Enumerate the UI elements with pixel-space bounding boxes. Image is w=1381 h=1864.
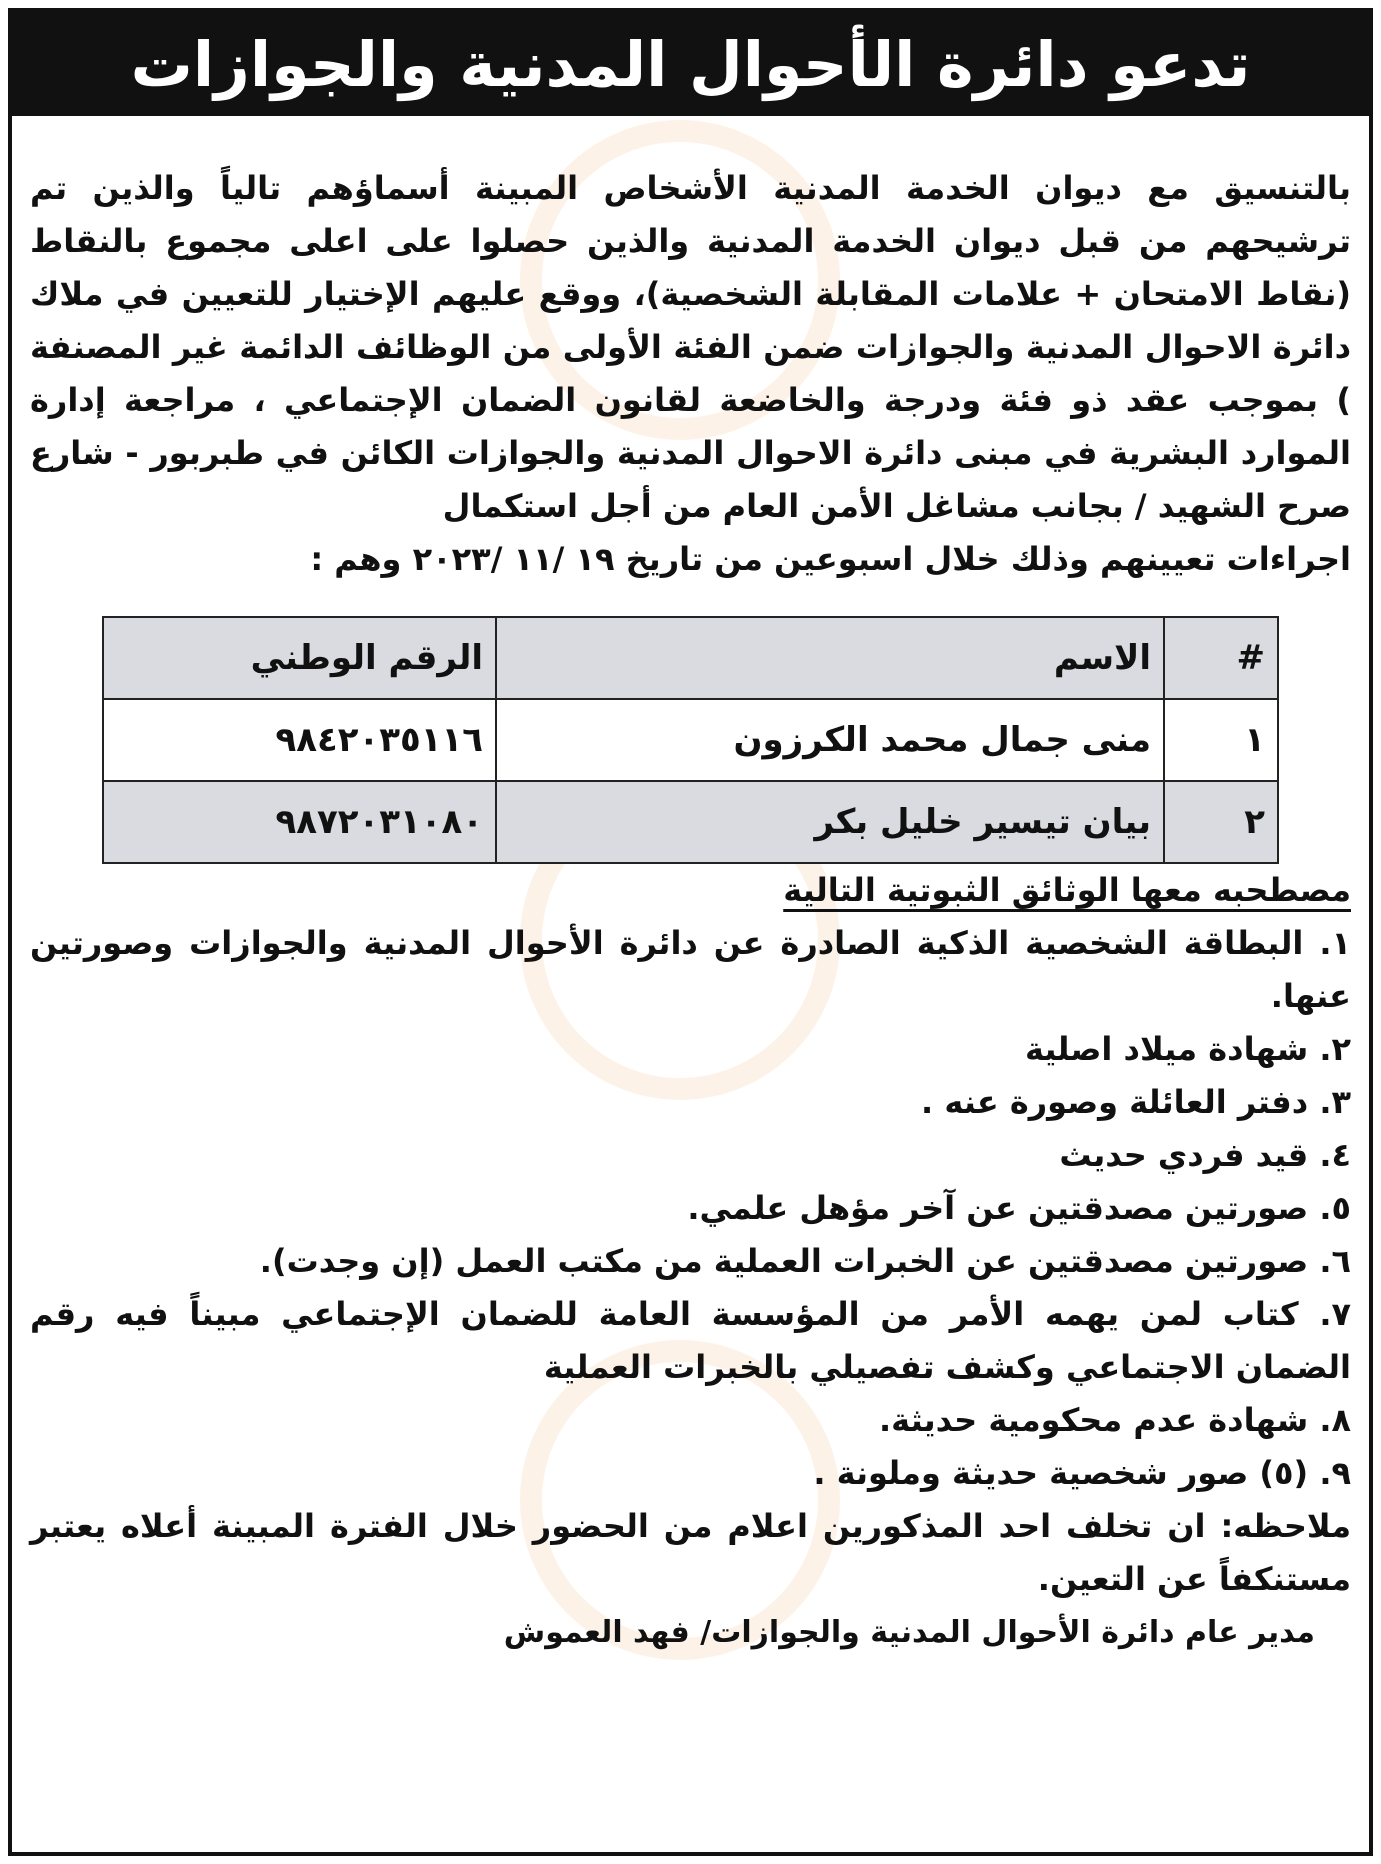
list-item: ٤. قيد فردي حديث bbox=[1059, 1136, 1351, 1174]
row-national-id: ٩٨٧٢٠٣١٠٨٠ bbox=[103, 781, 496, 863]
list-item: ٥. صورتين مصدقتين عن آخر مؤهل علمي. bbox=[687, 1189, 1351, 1227]
header-number: # bbox=[1164, 617, 1278, 699]
intro-paragraph: بالتنسيق مع ديوان الخدمة المدنية الأشخاص المبينة أسماؤهم تالياً والذين تم ترشيحهم من قبل ديوان الخدمة المدنية والذين حصلوا على اعلى مجموع بالنقاط (نقاط الامتحان + علامات المقابلة الشخصية)، ووقع عليهم الإختيار للتعيين في ملاك دائرة الاحوال المدنية والجوازات ضمن الفئة الأولى من الوظائف الدائمة غير المصنفة ) بموجب عقد ذو فئة ودرجة والخاضعة لقانون الضمان الإجتماعي ، مراجعة إدارة الموارد البشرية في مبنى دائرة الاحوال المدنية والجوازات الكائن في طبربور - شارع صرح الشهيد / بجانب مشاغل الأمن العام من أجل استكمال bbox=[30, 169, 1351, 525]
row-name: بيان تيسير خليل بكر bbox=[496, 781, 1164, 863]
advertisement-body bbox=[30, 162, 1351, 1659]
list-item: ٨. شهادة عدم محكومية حديثة. bbox=[879, 1401, 1351, 1439]
documents-list bbox=[30, 917, 1351, 1500]
row-name: منى جمال محمد الكرزون bbox=[496, 699, 1164, 781]
list-item: ٣. دفتر العائلة وصورة عنه . bbox=[921, 1083, 1351, 1121]
list-item: ٩. (٥) صور شخصية حديثة وملونة . bbox=[813, 1454, 1351, 1492]
table-header-row bbox=[103, 617, 1278, 699]
list-item: ١. البطاقة الشخصية الذكية الصادرة عن دائرة الأحوال المدنية والجوازات وصورتين عنها. bbox=[30, 924, 1351, 1015]
table-row bbox=[103, 781, 1278, 863]
list-item: ٦. صورتين مصدقتين عن الخبرات العملية من مكتب العمل (إن وجدت). bbox=[259, 1242, 1351, 1280]
documents-heading: مصطحبه معها الوثائق الثبوتية التالية bbox=[783, 871, 1351, 909]
advertisement-frame bbox=[8, 8, 1373, 1856]
signature-line: مدير عام دائرة الأحوال المدنية والجوازات/ فهد العموش bbox=[503, 1615, 1315, 1650]
row-number: ١ bbox=[1164, 699, 1278, 781]
row-national-id: ٩٨٤٢٠٣٥١١٦ bbox=[103, 699, 496, 781]
candidates-table bbox=[102, 616, 1279, 864]
page-title: تدعو دائرة الأحوال المدنية والجوازات bbox=[12, 12, 1369, 116]
candidates-table-wrapper bbox=[102, 616, 1279, 864]
table-row bbox=[103, 699, 1278, 781]
note-paragraph: ملاحظه: ان تخلف احد المذكورين اعلام من الحضور خلال الفترة المبينة أعلاه يعتبر مستنكفاً عن التعين. bbox=[30, 1507, 1351, 1598]
row-number: ٢ bbox=[1164, 781, 1278, 863]
header-national-id: الرقم الوطني bbox=[103, 617, 496, 699]
intro-last-line: اجراءات تعيينهم وذلك خلال اسبوعين من تاريخ ١٩ /١١ /٢٠٢٣ وهم : bbox=[310, 540, 1351, 578]
list-item: ٧. كتاب لمن يهمه الأمر من المؤسسة العامة للضمان الإجتماعي مبيناً فيه رقم الضمان الاجتماعي وكشف تفصيلي بالخبرات العملية bbox=[30, 1295, 1351, 1386]
list-item: ٢. شهادة ميلاد اصلية bbox=[1024, 1030, 1351, 1068]
header-name: الاسم bbox=[496, 617, 1164, 699]
